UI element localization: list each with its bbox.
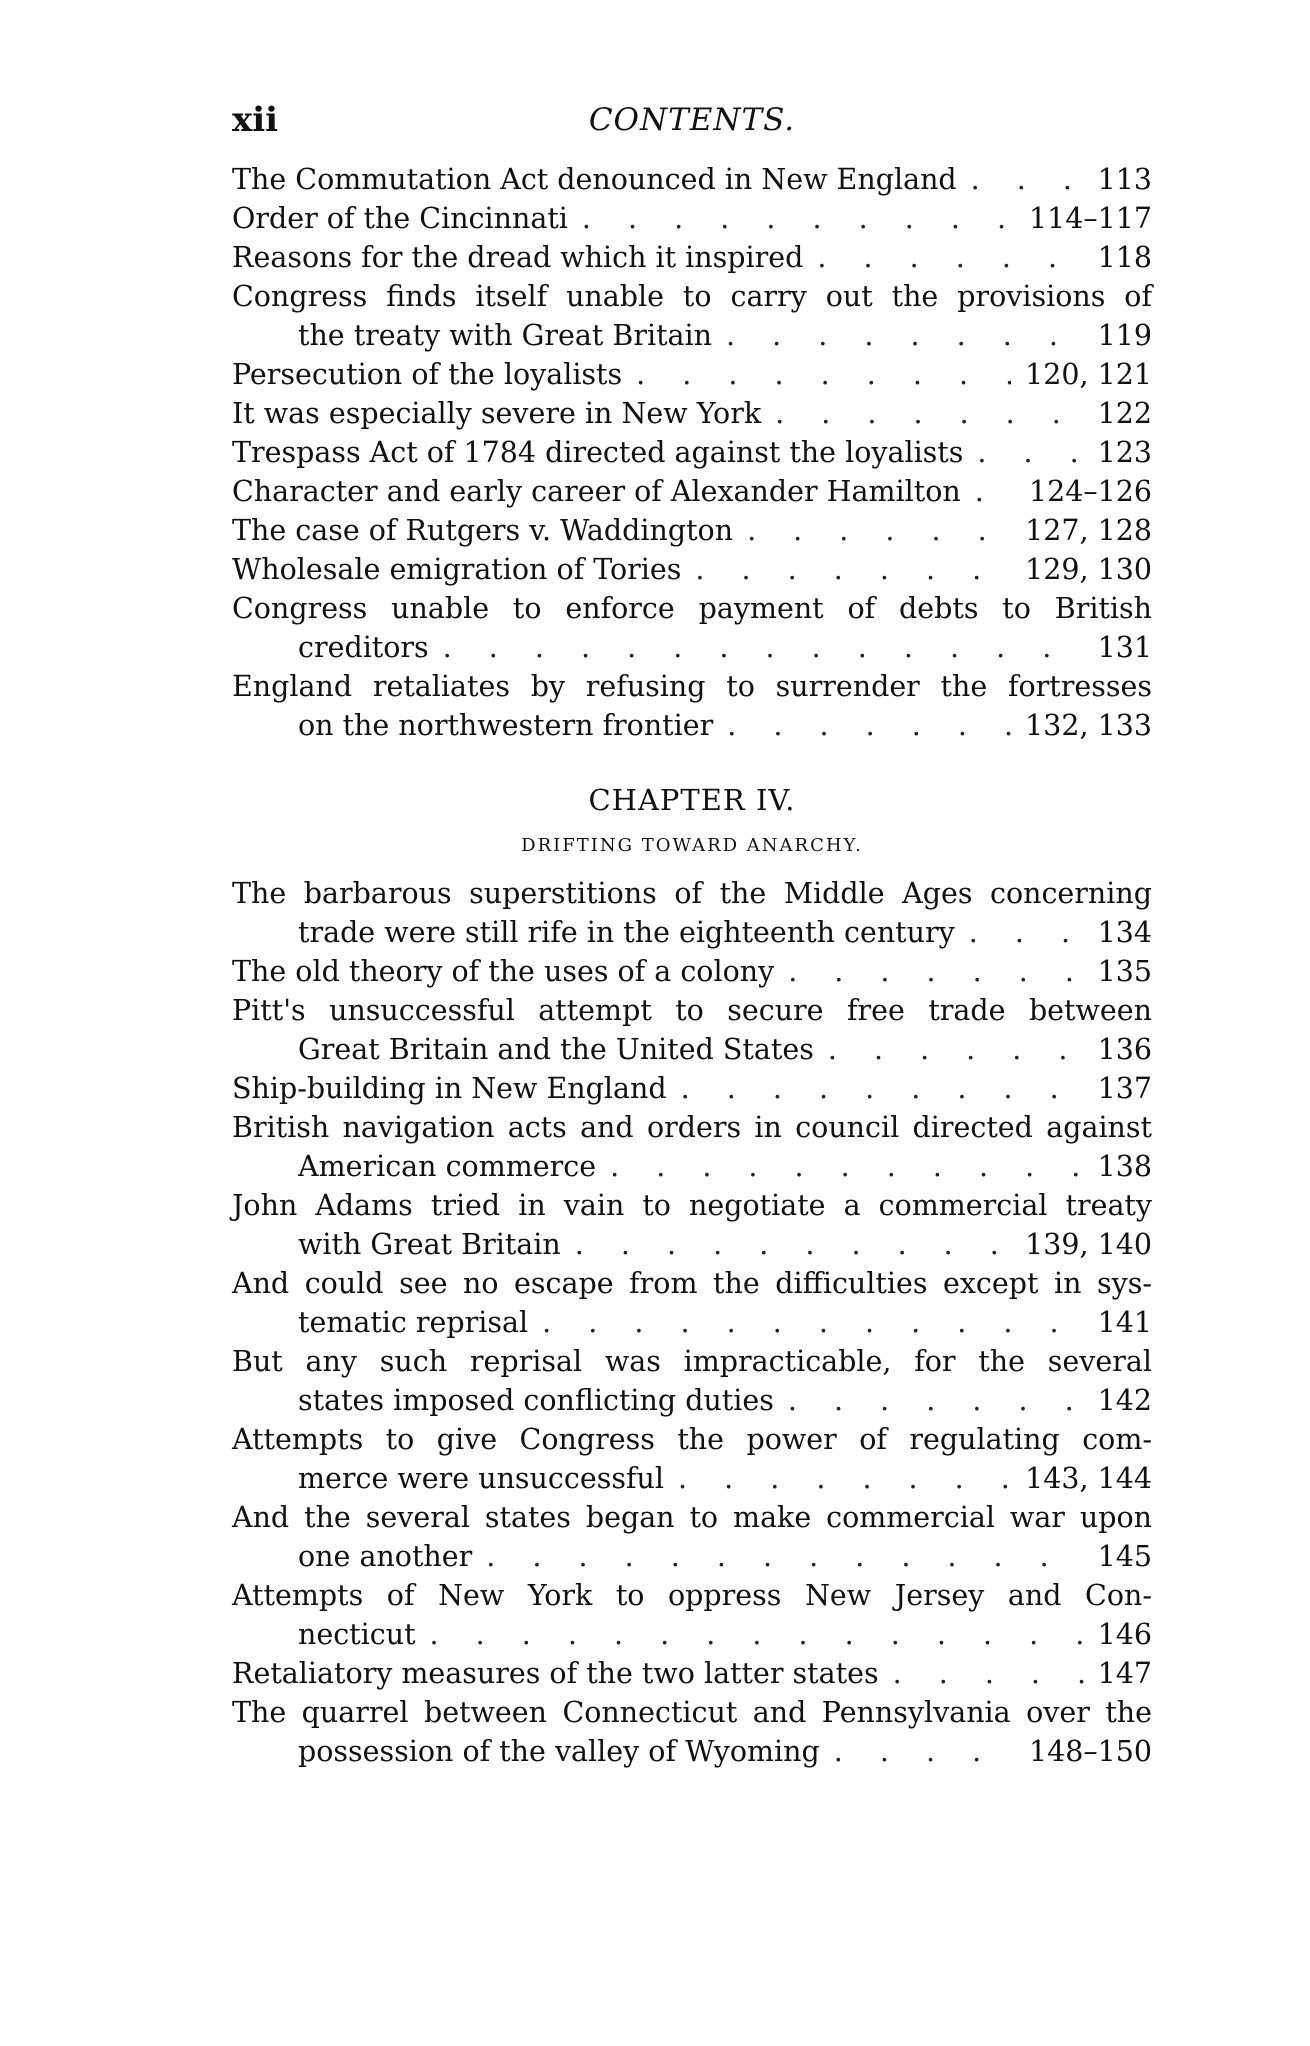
entry-title: Congress unable to enforce payment of debts to British bbox=[232, 592, 1152, 625]
dot-leader bbox=[893, 1654, 1084, 1693]
entry-line bbox=[232, 589, 1152, 628]
entry-line bbox=[232, 1537, 1152, 1576]
dot-leader bbox=[726, 316, 1084, 355]
chapter-block bbox=[232, 779, 1152, 856]
entry-line bbox=[232, 1108, 1152, 1147]
entry-title: one another bbox=[298, 1540, 473, 1573]
entry-line bbox=[232, 1576, 1152, 1615]
contents-entry bbox=[232, 1576, 1152, 1654]
dot-leader bbox=[788, 952, 1083, 991]
dot-leader bbox=[817, 238, 1083, 277]
entry-title: The case of Rutgers v. Waddington bbox=[232, 514, 734, 547]
entry-line bbox=[232, 433, 1152, 472]
entry-title: Character and early career of Alexander Hamilton bbox=[232, 475, 961, 508]
entry-title: on the northwestern frontier bbox=[298, 709, 714, 742]
chapter-heading: CHAPTER IV. bbox=[588, 783, 796, 817]
page-number: 136 bbox=[1097, 1033, 1152, 1066]
page-folio: xii bbox=[232, 100, 279, 140]
entry-line bbox=[232, 1186, 1152, 1225]
entry-line bbox=[232, 550, 1152, 589]
entry-line bbox=[232, 991, 1152, 1030]
dot-leader bbox=[834, 1732, 1015, 1771]
contents-entry bbox=[232, 277, 1152, 355]
page-number: 145 bbox=[1097, 1540, 1152, 1573]
entry-title: And the several states began to make commercial war upon bbox=[232, 1501, 1152, 1534]
contents-entry bbox=[232, 472, 1152, 511]
page-number: 119 bbox=[1097, 319, 1152, 352]
entry-line bbox=[232, 1654, 1152, 1693]
contents-entry bbox=[232, 238, 1152, 277]
contents-entry bbox=[232, 952, 1152, 991]
contents-entry bbox=[232, 355, 1152, 394]
contents-entry bbox=[232, 550, 1152, 589]
entry-title: necticut bbox=[298, 1618, 416, 1651]
contents-entry bbox=[232, 1654, 1152, 1693]
dot-leader bbox=[727, 706, 1011, 745]
contents-entry bbox=[232, 1069, 1152, 1108]
dot-leader bbox=[610, 1147, 1084, 1186]
entry-title: Persecution of the loyalists bbox=[232, 358, 623, 391]
entry-title: Trespass Act of 1784 directed against the loyalists bbox=[232, 436, 964, 469]
contents-entry bbox=[232, 433, 1152, 472]
entry-line bbox=[232, 1381, 1152, 1420]
entry-title: England retaliates by refusing to surrender the fortresses bbox=[232, 670, 1152, 703]
entry-title: merce were unsuccessful bbox=[298, 1462, 664, 1495]
contents-entry bbox=[232, 589, 1152, 667]
page-number: 143, 144 bbox=[1025, 1462, 1152, 1495]
entry-line bbox=[232, 1615, 1152, 1654]
entry-title: Pitt's unsuccessful attempt to secure free trade between bbox=[232, 994, 1152, 1027]
contents-entry bbox=[232, 874, 1152, 952]
entry-title: tematic reprisal bbox=[298, 1306, 529, 1339]
entry-title: the treaty with Great Britain bbox=[298, 319, 713, 352]
contents-entry bbox=[232, 160, 1152, 199]
dot-leader bbox=[542, 1303, 1083, 1342]
dot-leader bbox=[747, 511, 1011, 550]
entry-title: The old theory of the uses of a colony bbox=[232, 955, 775, 988]
dot-leader bbox=[775, 394, 1084, 433]
entry-title: states imposed conflicting duties bbox=[298, 1384, 774, 1417]
page-header bbox=[232, 100, 1152, 160]
dot-leader bbox=[636, 355, 1011, 394]
page-number: 135 bbox=[1097, 955, 1152, 988]
dot-leader bbox=[575, 1225, 1011, 1264]
contents-entry bbox=[232, 1186, 1152, 1264]
dot-leader bbox=[695, 550, 1011, 589]
page-number: 114–117 bbox=[1028, 202, 1152, 235]
contents-entry bbox=[232, 1498, 1152, 1576]
dot-leader bbox=[443, 628, 1084, 667]
entry-title: Order of the Cincinnati bbox=[232, 202, 568, 235]
contents-list-after bbox=[232, 874, 1152, 1771]
entry-line bbox=[232, 511, 1152, 550]
contents-entry bbox=[232, 199, 1152, 238]
page-number: 137 bbox=[1097, 1072, 1152, 1105]
entry-line bbox=[232, 667, 1152, 706]
contents-entry bbox=[232, 667, 1152, 745]
entry-line bbox=[232, 355, 1152, 394]
contents-entry bbox=[232, 991, 1152, 1069]
contents-list-before bbox=[232, 160, 1152, 745]
entry-line bbox=[232, 238, 1152, 277]
entry-line bbox=[232, 874, 1152, 913]
page-number: 123 bbox=[1097, 436, 1152, 469]
entry-line bbox=[232, 913, 1152, 952]
entry-line bbox=[232, 472, 1152, 511]
entry-title: Great Britain and the United States bbox=[298, 1033, 814, 1066]
dot-leader bbox=[975, 472, 1015, 511]
dot-leader bbox=[977, 433, 1083, 472]
entry-title: Attempts to give Congress the power of regulating com- bbox=[232, 1423, 1152, 1456]
entry-line bbox=[232, 1459, 1152, 1498]
page-number: 146 bbox=[1097, 1618, 1152, 1651]
entry-line bbox=[232, 1030, 1152, 1069]
entry-line bbox=[232, 1264, 1152, 1303]
entry-title: Retaliatory measures of the two latter states bbox=[232, 1657, 879, 1690]
dot-leader bbox=[678, 1459, 1011, 1498]
dot-leader bbox=[828, 1030, 1084, 1069]
dot-leader bbox=[486, 1537, 1083, 1576]
entry-line bbox=[232, 1225, 1152, 1264]
entry-title: And could see no escape from the difficulties except in sys- bbox=[232, 1267, 1152, 1300]
contents-entry bbox=[232, 1342, 1152, 1420]
entry-title: British navigation acts and orders in council directed against bbox=[232, 1111, 1152, 1144]
dot-leader bbox=[582, 199, 1015, 238]
page-number: 118 bbox=[1097, 241, 1152, 274]
entry-line bbox=[232, 1732, 1152, 1771]
entry-title: Ship-building in New England bbox=[232, 1072, 667, 1105]
entry-title: possession of the valley of Wyoming bbox=[298, 1735, 820, 1768]
entry-title: The Commutation Act denounced in New England bbox=[232, 163, 957, 196]
chapter-subtitle: DRIFTING TOWARD ANARCHY. bbox=[521, 835, 863, 856]
running-title: CONTENTS. bbox=[588, 102, 796, 138]
entry-line bbox=[232, 706, 1152, 745]
contents-entry bbox=[232, 1693, 1152, 1771]
contents-entry bbox=[232, 1420, 1152, 1498]
dot-leader bbox=[430, 1615, 1084, 1654]
page-number: 113 bbox=[1097, 163, 1152, 196]
entry-title: trade were still rife in the eighteenth century bbox=[298, 916, 955, 949]
entry-line bbox=[232, 1420, 1152, 1459]
page-number: 131 bbox=[1097, 631, 1152, 664]
dot-leader bbox=[681, 1069, 1084, 1108]
page-number: 139, 140 bbox=[1025, 1228, 1152, 1261]
page-number: 138 bbox=[1097, 1150, 1152, 1183]
page-number: 142 bbox=[1097, 1384, 1152, 1417]
entry-line bbox=[232, 160, 1152, 199]
page-number: 134 bbox=[1097, 916, 1152, 949]
entry-title: It was especially severe in New York bbox=[232, 397, 762, 430]
page-number: 148–150 bbox=[1028, 1735, 1152, 1768]
entry-title: American commerce bbox=[298, 1150, 597, 1183]
contents-entry bbox=[232, 394, 1152, 433]
entry-line bbox=[232, 628, 1152, 667]
entry-title: John Adams tried in vain to negotiate a commercial treaty bbox=[232, 1189, 1152, 1222]
page-number: 147 bbox=[1097, 1657, 1152, 1690]
contents-entry bbox=[232, 1108, 1152, 1186]
entry-title: The barbarous superstitions of the Middle Ages concerning bbox=[232, 877, 1152, 910]
entry-title: creditors bbox=[298, 631, 429, 664]
entry-line bbox=[232, 1498, 1152, 1537]
entry-title: But any such reprisal was impracticable, for the several bbox=[232, 1345, 1152, 1378]
entry-title: Congress finds itself unable to carry out the provisions of bbox=[232, 280, 1152, 313]
entry-line bbox=[232, 1147, 1152, 1186]
page-number: 129, 130 bbox=[1025, 553, 1152, 586]
page-number: 122 bbox=[1097, 397, 1152, 430]
contents-entry bbox=[232, 511, 1152, 550]
entry-line bbox=[232, 199, 1152, 238]
page-number: 120, 121 bbox=[1025, 358, 1152, 391]
dot-leader bbox=[788, 1381, 1084, 1420]
contents-page bbox=[232, 100, 1152, 1771]
page-number: 141 bbox=[1097, 1306, 1152, 1339]
entry-line bbox=[232, 394, 1152, 433]
entry-line bbox=[232, 1342, 1152, 1381]
entry-line bbox=[232, 316, 1152, 355]
entry-line bbox=[232, 952, 1152, 991]
entry-line bbox=[232, 1303, 1152, 1342]
contents-entry bbox=[232, 1264, 1152, 1342]
entry-title: with Great Britain bbox=[298, 1228, 561, 1261]
page-number: 132, 133 bbox=[1025, 709, 1152, 742]
entry-title: Attempts of New York to oppress New Jersey and Con- bbox=[232, 1579, 1152, 1612]
entry-line bbox=[232, 277, 1152, 316]
page-number: 124–126 bbox=[1028, 475, 1152, 508]
dot-leader bbox=[971, 160, 1084, 199]
entry-title: The quarrel between Connecticut and Pennsylvania over the bbox=[232, 1696, 1152, 1729]
entry-title: Wholesale emigration of Tories bbox=[232, 553, 682, 586]
entry-line bbox=[232, 1069, 1152, 1108]
dot-leader bbox=[969, 913, 1084, 952]
page-number: 127, 128 bbox=[1025, 514, 1152, 547]
entry-title: Reasons for the dread which it inspired bbox=[232, 241, 804, 274]
entry-line bbox=[232, 1693, 1152, 1732]
